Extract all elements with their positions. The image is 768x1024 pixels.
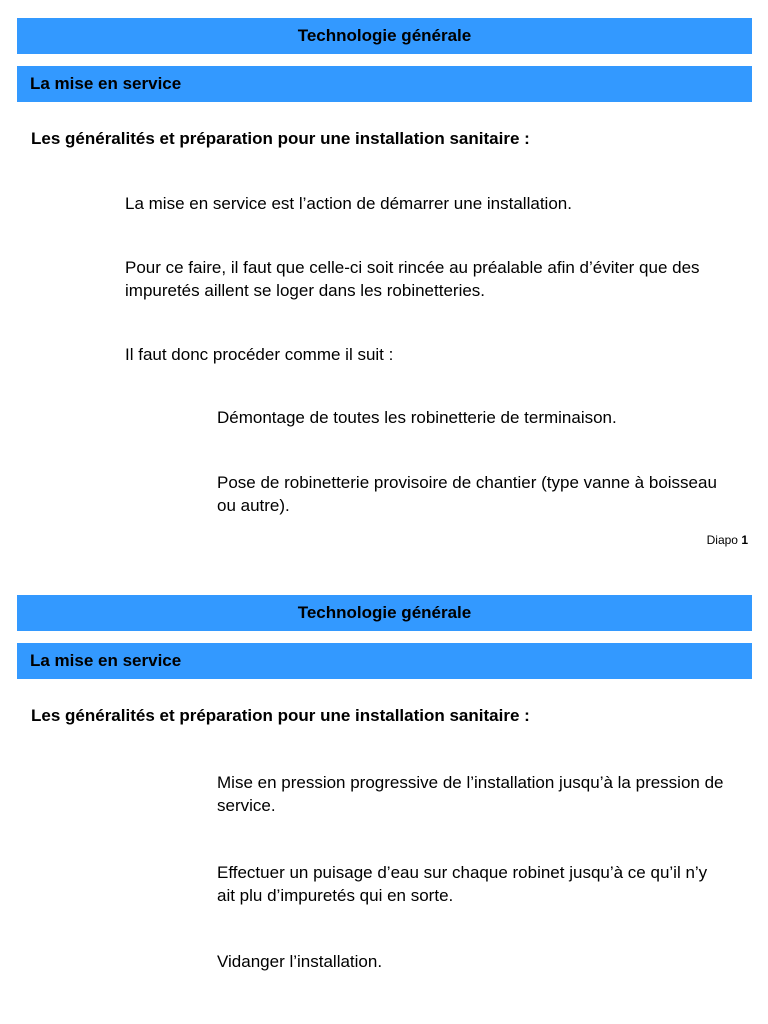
paragraph: Il faut donc procéder comme il suit : xyxy=(125,345,394,364)
slide-header-title: Technologie générale xyxy=(17,18,752,54)
slide-footer xyxy=(707,533,748,547)
slide-heading: Les généralités et préparation pour une installation sanitaire : xyxy=(31,706,530,725)
slide-section-title: La mise en service xyxy=(17,66,752,102)
slide-2 xyxy=(0,577,768,1024)
slide-section-title: La mise en service xyxy=(17,643,752,679)
paragraph: Pour ce faire, il faut que celle-ci soit rincée au préalable afin d’éviter que des impuretés aillent se loger dans les robinetteries. xyxy=(125,258,700,300)
footer-label: Diapo xyxy=(706,533,738,547)
slide-heading: Les généralités et préparation pour une installation sanitaire : xyxy=(31,129,530,148)
sub-paragraph: Pose de robinetterie provisoire de chantier (type vanne à boisseau ou autre). xyxy=(217,473,717,515)
sub-paragraph: Démontage de toutes les robinetterie de terminaison. xyxy=(217,408,617,427)
slide-number: 1 xyxy=(741,533,748,547)
paragraph: La mise en service est l’action de démarrer une installation. xyxy=(125,194,572,213)
sub-paragraph: Vidanger l’installation. xyxy=(217,952,383,971)
sub-paragraph: Mise en pression progressive de l’installation jusqu’à la pression de service. xyxy=(217,773,724,815)
slide-header-title: Technologie générale xyxy=(17,595,752,631)
sub-paragraph: Effectuer un puisage d’eau sur chaque robinet jusqu’à ce qu’il n’y ait plu d’impuretés qui en sorte. xyxy=(217,863,708,905)
